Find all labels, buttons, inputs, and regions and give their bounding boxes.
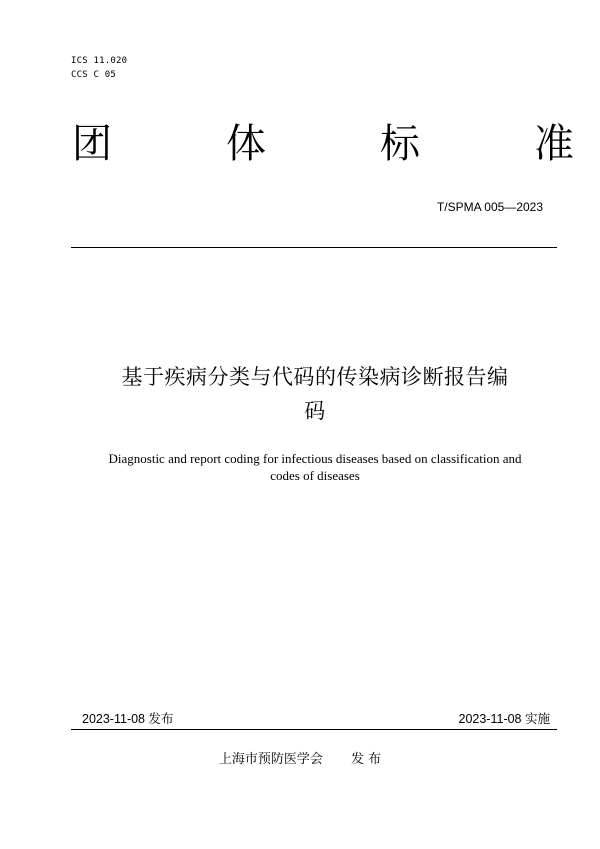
title-english — [70, 450, 560, 484]
standard-type-char-4: 准 — [534, 121, 574, 167]
title-english-line-1: Diagnostic and report coding for infectious diseases based on classification and — [108, 451, 522, 466]
title-chinese — [70, 360, 560, 428]
publisher-line — [0, 750, 600, 770]
issue-date: 2023-11-08 发布 — [82, 712, 174, 726]
standard-number: T/SPMA 005—2023 — [436, 200, 543, 214]
publisher-action: 发 布 — [350, 752, 382, 767]
classification-block — [71, 54, 127, 82]
ccs-code: CCS C 05 — [71, 70, 116, 80]
ics-code: ICS 11.020 — [71, 56, 128, 66]
bottom-divider — [71, 729, 557, 730]
standard-type-char-3: 标 — [380, 121, 420, 167]
top-divider — [71, 247, 557, 248]
publisher-name: 上海市预防医学会 — [218, 752, 323, 767]
title-chinese-line-2: 码 — [304, 399, 326, 423]
standard-type-heading — [72, 118, 574, 170]
title-chinese-line-1: 基于疾病分类与代码的传染病诊断报告编 — [121, 365, 509, 389]
standard-type-char-1: 团 — [72, 121, 112, 167]
standard-type-char-2: 体 — [226, 121, 266, 167]
implementation-date: 2023-11-08 实施 — [458, 712, 550, 726]
title-english-line-2: codes of diseases — [270, 468, 360, 483]
